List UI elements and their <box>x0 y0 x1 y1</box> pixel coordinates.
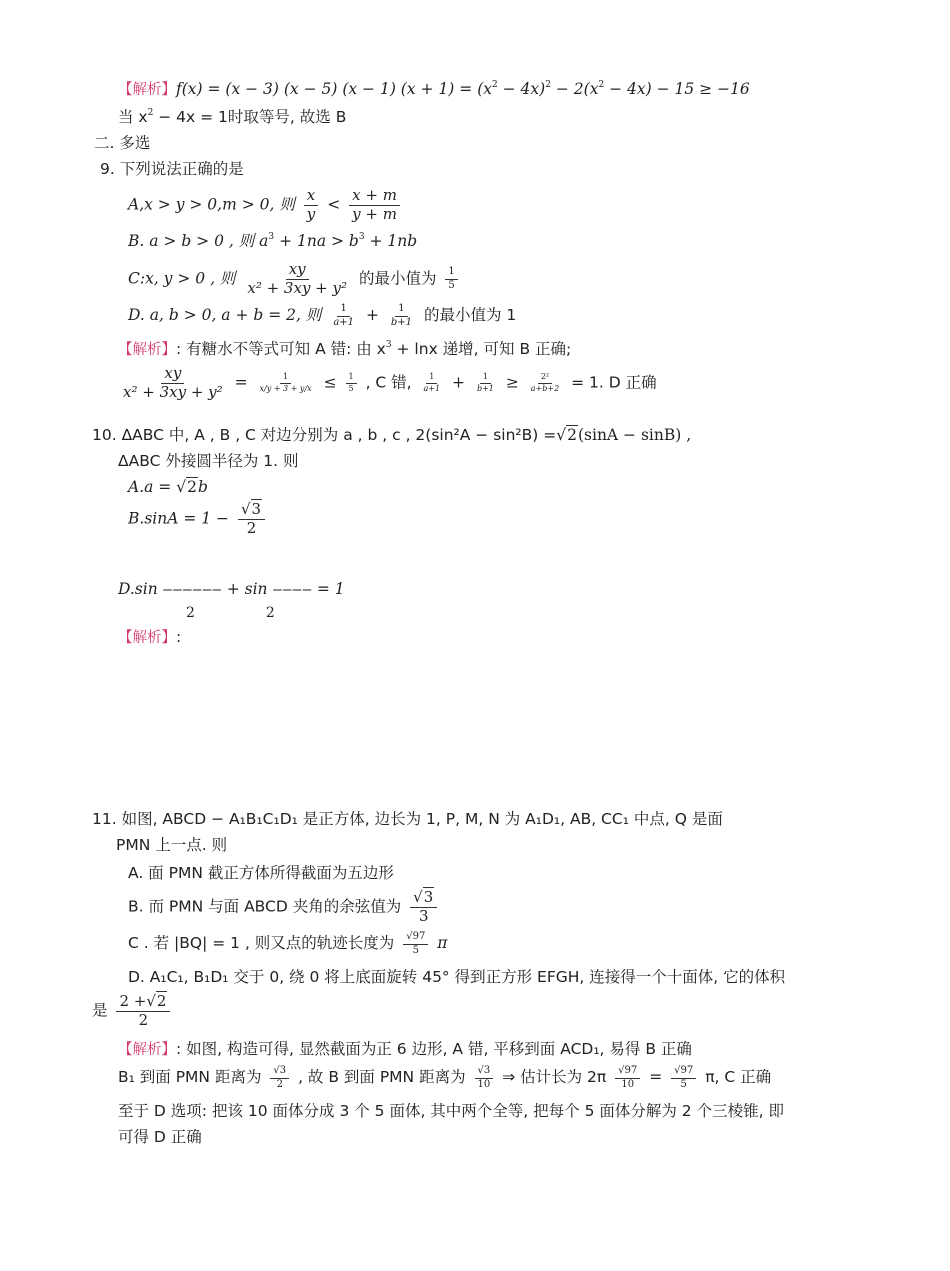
q9-solution-line2: $\frac{xy}{\text{x² + 3xy + y²}}$ = $\frac{1}{x/y + 3 + y/x}$ ≤ $\frac{1}{5}$ , C 错, $\frac{1}{a+1}$ + $\frac{1}{b+1}$ ≥ $\frac{\text{2²}}{a+b+2}$ = 1. D 正确 <box>116 366 657 401</box>
q10-solution: 【解析】: <box>118 628 182 646</box>
q11-option-c: C . 若 |BQ| = 1 , 则又点的轨迹长度为 $\frac{√97}{5}$ π <box>128 931 448 956</box>
q11-stem-line1: 11. 如图, ABCD − A₁B₁C₁D₁ 是正方体, 边长为 1, P, M, N 为 A₁D₁, AB, CC₁ 中点, Q 是面 <box>92 810 723 828</box>
fraction: $\frac{1}{b+1}$ <box>390 303 413 328</box>
fraction: $\frac{x + m}{y + m}$ <box>349 188 400 223</box>
fraction: $\frac{1}{a+1}$ <box>423 372 441 393</box>
fraction: $\frac{√97}{5}$ <box>671 1066 696 1090</box>
q9-option-a: A,x > y > 0,m > 0, 则 $\frac{x}{y}$ < $\frac{x + m}{y + m}$ <box>128 188 404 223</box>
q11-option-a: A. 面 PMN 截正方体所得截面为五边形 <box>128 864 394 882</box>
q11-solution-line3: 至于 D 选项: 把该 10 面体分成 3 个 5 面体, 其中两个全等, 把每个 5 面体分解为 2 个三棱锥, 即 <box>118 1102 784 1120</box>
q11-option-d-line1: D. A₁C₁, B₁D₁ 交于 0, 绕 0 将上底面旋转 45° 得到正方形 EFGH, 连接得一个十面体, 它的体积 <box>128 968 786 986</box>
q11-solution-line2: B₁ 到面 PMN 距离为 $\frac{√3}{2}$ , 故 B 到面 PMN 距离为 $\frac{√3}{10}$ ⇒ 估计长为 2π $\frac{√97}{10}$ = $\frac{√97}{5}$ π, C 正确 <box>118 1065 772 1090</box>
section-label: 二. 多选 <box>94 134 151 152</box>
q9-solution-line1: 【解析】: 有糖水不等式可知 A 错: 由 $x^3 + \ln x$ 递增, 可知 B 正确; <box>118 340 572 358</box>
q9-option-b: B. a > b > 0 , 则 $a^3 + 1na > b^3 + 1nb$ <box>128 232 418 250</box>
fraction: $\frac{1}{x/y + 3 + y/x}$ <box>259 372 312 393</box>
fraction: $\frac{1}{5}$ <box>445 267 457 291</box>
fraction: $\frac{xy}{\text{x² + 3xy + y²}}$ <box>247 260 348 297</box>
q10-option-a: A.a = √2b <box>128 478 208 496</box>
q10-option-b: B.sinA = 1 − $\frac{√3}{2}$ <box>128 502 269 532</box>
fraction: $\frac{√97}{10}$ <box>615 1066 640 1090</box>
q11-option-d-line2: 是 $\frac{2 +√2}{2}$ <box>92 994 174 1029</box>
fraction: $\frac{1}{a+1}$ <box>333 303 355 328</box>
fraction: $\frac{√3}{10}$ <box>475 1066 494 1090</box>
q11-solution-line1: 【解析】: 如图, 构造可得, 显然截面为正 6 边形, A 错, 平移到面 ACD₁, 易得 B 正确 <box>118 1040 692 1058</box>
analysis-tag: 【解析】 <box>118 630 176 646</box>
q11-solution-line4: 可得 D 正确 <box>118 1128 202 1146</box>
fraction: $\frac{√3}{3}$ <box>410 890 437 925</box>
q11-option-b: B. 而 PMN 与面 ABCD 夹角的余弦值为 $\frac{√3}{3}$ <box>128 890 441 925</box>
analysis-tag: 【解析】 <box>118 342 176 358</box>
fraction: $\frac{√3}{2}$ <box>270 1066 289 1090</box>
fraction: $\frac{2 +√2}{2}$ <box>116 994 170 1029</box>
q10-option-d-cropped: D.sin ‒‒‒‒‒‒ + sin ‒‒‒‒ = 1 <box>118 580 345 598</box>
analysis-tag: 【解析】 <box>118 82 176 98</box>
fraction: $\frac{\text{2²}}{a+b+2}$ <box>530 372 560 393</box>
q10-option-d-denominators: 2 2 <box>186 605 275 621</box>
fraction: $\frac{xy}{\text{x² + 3xy + y²}}$ <box>123 364 223 401</box>
fraction: $\frac{x}{y}$ <box>304 188 318 223</box>
q8-solution-line2: 当 $x^2 - 4x = 1$时取等号, 故选 B <box>118 108 347 126</box>
q9-stem: 9. 下列说法正确的是 <box>100 160 244 178</box>
q9-option-d: D. a, b > 0, a + b = 2, 则 $\frac{1}{a+1}$ + $\frac{1}{b+1}$ 的最小值为 1 <box>128 303 517 328</box>
q11-stem-line2: PMN 上一点. 则 <box>116 836 228 854</box>
analysis-tag: 【解析】 <box>118 1042 176 1058</box>
q8-solution-line1: 【解析】f(x) = (x − 3) (x − 5) (x − 1) $(x + 1) = (x^2 - 4x)^2 - 2(x^2 - 4x) - 15 \ge -16$ <box>118 80 750 98</box>
q9-option-c: C:x, y > 0 , 则 $\frac{xy}{\text{x² + 3xy + y²}}$ 的最小值为 $\frac{1}{5}$ <box>128 262 462 297</box>
fraction: $\frac{1}{5}$ <box>346 373 357 393</box>
fraction: $\frac{√97}{5}$ <box>403 932 428 956</box>
q10-stem-line2: ΔABC 外接圆半径为 1. 则 <box>118 452 299 470</box>
fraction: $\frac{√3}{2}$ <box>238 502 265 537</box>
q10-stem-line1: 10. ΔABC 中, A , B , C 对边分别为 a , b , c , 2(sin²A − sin²B) =√2(sinA − sinB) , <box>92 426 692 444</box>
fraction: $\frac{1}{b+1}$ <box>476 372 494 393</box>
